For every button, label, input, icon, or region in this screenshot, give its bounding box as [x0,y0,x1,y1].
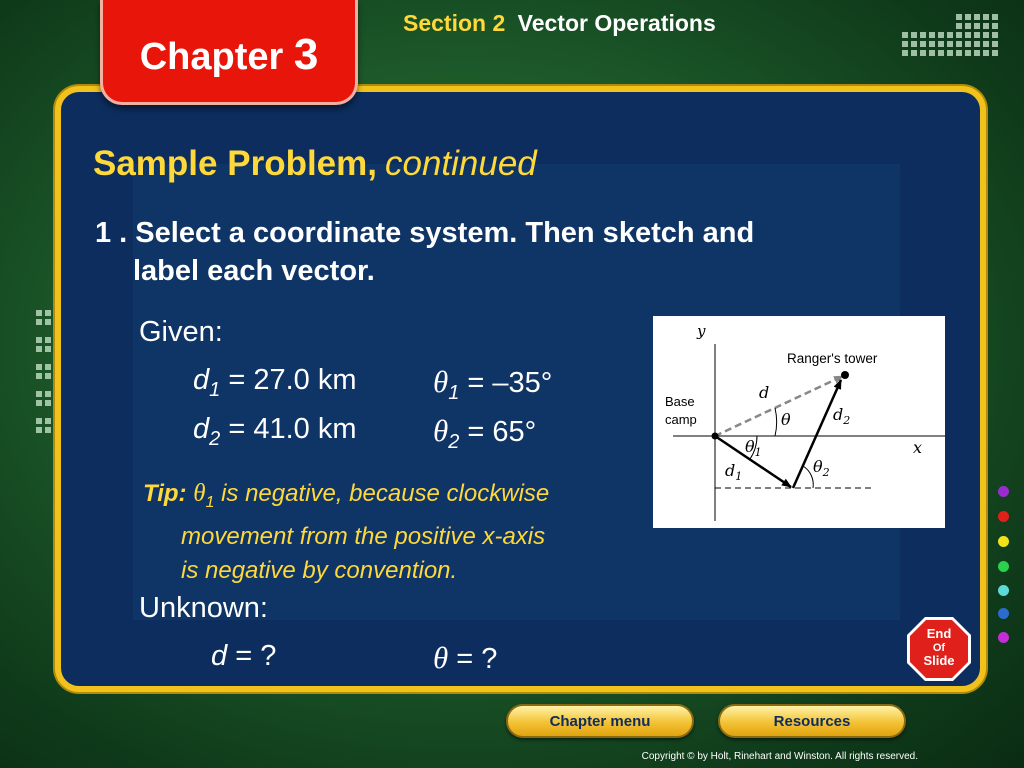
chapter-tab [100,0,358,105]
decorative-square [45,400,51,406]
decorative-square [36,391,42,397]
decorative-square [36,418,42,424]
unknown-theta: θ = ? [433,640,498,675]
unknown-d: d = ? [211,640,277,672]
chapter-menu-button[interactable]: Chapter menu [506,704,694,738]
decorative-dot-grid-left [36,310,54,436]
decorative-square [36,400,42,406]
decorative-square [36,373,42,379]
decorative-square [920,50,926,56]
decorative-square [45,373,51,379]
decorative-square [36,427,42,433]
section-title [403,10,716,37]
end-of-slide-line2: Of [932,642,946,654]
decorative-square [974,41,980,47]
nav-dot-green[interactable] [998,561,1009,572]
given-d2: $d_2 = 41.0$ km [193,413,357,450]
decorative-square [956,14,962,20]
theta-label: θ [781,410,791,429]
decorative-square [992,41,998,47]
decorative-square [911,41,917,47]
decorative-square [965,14,971,20]
decorative-square [965,23,971,29]
y-axis-label: y [697,322,706,340]
heading-continued: continued [384,144,537,183]
chapter-title: Chapter 3 [139,30,319,79]
given-d1: $d_1 = 27.0$ km [193,364,357,401]
theta2-label: $\theta_2$ [813,457,830,479]
decorative-square [992,14,998,20]
decorative-square [938,32,944,38]
decorative-square [992,32,998,38]
end-of-slide-line1: End [926,626,952,641]
decorative-square [902,32,908,38]
decorative-square [911,32,917,38]
tower-point [841,371,849,379]
decorative-square [911,50,917,56]
decorative-square [992,50,998,56]
decorative-square [956,32,962,38]
decorative-square [974,32,980,38]
d1-label: $d_1$ [725,461,743,483]
decorative-square [36,364,42,370]
decorative-square [947,41,953,47]
decorative-square [45,391,51,397]
chapter-number: 3 [293,30,319,79]
end-of-slide-button[interactable] [906,616,972,682]
decorative-dot-grid-top-right [902,14,1001,59]
d-label: d [759,383,770,402]
nav-dot-cyan[interactable] [998,585,1009,596]
decorative-square [36,337,42,343]
decorative-square [965,32,971,38]
given-label: Given: [139,316,223,348]
decorative-square [947,50,953,56]
decorative-square [45,427,51,433]
slide-heading: Sample Problem, continued [93,144,537,183]
base-label-line1: Base [665,394,695,409]
decorative-square [956,50,962,56]
decorative-square [983,41,989,47]
decorative-square [45,364,51,370]
decorative-square [45,319,51,325]
decorative-square [929,32,935,38]
nav-dot-blue[interactable] [998,608,1009,619]
base-label-line2: camp [665,412,697,427]
decorative-square [36,310,42,316]
nav-dot-red[interactable] [998,511,1009,522]
decorative-square [974,23,980,29]
d2-label: $d_2$ [833,405,851,427]
decorative-square [947,32,953,38]
decorative-square [929,50,935,56]
decorative-square [45,310,51,316]
resources-button[interactable]: Resources [718,704,906,738]
decorative-square [36,346,42,352]
base-camp-point [712,433,719,440]
decorative-square [983,14,989,20]
decorative-square [983,50,989,56]
step-instruction: 1 . Select a coordinate system. Then sketch and label each vector. [95,217,755,287]
given-theta1: $\theta_1 = -35^\circ$ [433,364,553,404]
decorative-square [965,50,971,56]
nav-dot-yellow[interactable] [998,536,1009,547]
nav-dot-purple[interactable] [998,486,1009,497]
decorative-square [965,41,971,47]
decorative-square [983,32,989,38]
theta1-label: $\theta_1$ [745,437,762,459]
decorative-square [929,41,935,47]
decorative-square [974,14,980,20]
given-theta2: $\theta_2 = 65^\circ$ [433,413,537,453]
decorative-square [956,23,962,29]
decorative-square [956,41,962,47]
decorative-square [45,418,51,424]
decorative-square [920,32,926,38]
theta-arc [775,408,777,436]
section-topic: Vector Operations [517,10,716,36]
decorative-square [938,50,944,56]
decorative-square [902,41,908,47]
end-of-slide-line3: Slide [923,653,955,668]
content-panel [55,86,986,692]
decorative-square [983,23,989,29]
decorative-square [920,41,926,47]
x-axis-label: x [913,438,923,457]
unknown-label: Unknown: [139,592,268,624]
decorative-square [974,50,980,56]
decorative-square [36,319,42,325]
tip-note: Tip: $\theta_1$ is negative, because clockwise movement from the positive x-axis is negative by convention. [143,480,550,584]
section-label: Section 2 [403,10,506,36]
nav-dot-magenta[interactable] [998,632,1009,643]
copyright-text: Copyright © by Holt, Rinehart and Winston. All rights reserved. [641,751,918,762]
tower-label: Ranger's tower [787,351,878,366]
theta2-arc [803,466,813,488]
vector-d-line [715,376,843,436]
decorative-square [992,23,998,29]
decorative-square [45,346,51,352]
vector-diagram [653,316,945,528]
decorative-square [45,337,51,343]
decorative-square [902,50,908,56]
decorative-square [938,41,944,47]
